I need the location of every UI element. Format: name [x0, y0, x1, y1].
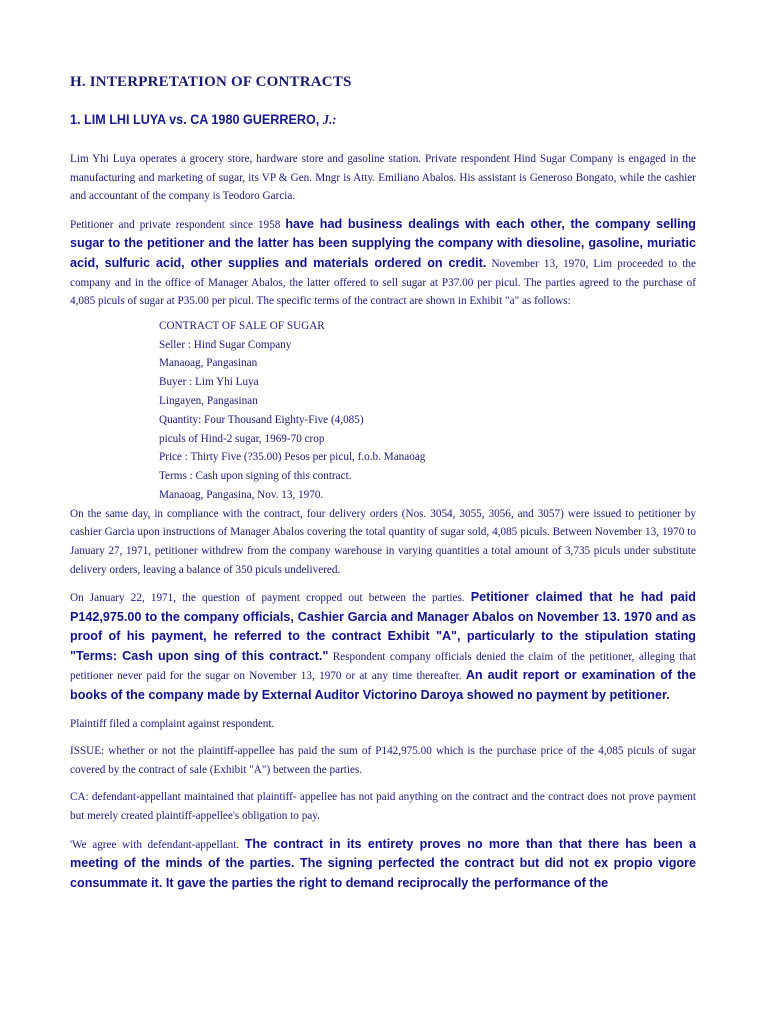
contract-line: Manaoag, Pangasinan	[159, 357, 258, 370]
ruling-emphasis: The contract in its entirety proves no more than that there has been a meeting of the minds of the parties. The signing perfected the contract but did not ex propio vigore consummate it. It gave the parties the right to demand reciprocally the performance of the	[70, 836, 696, 890]
dealings-emphasis: have had business dealings with each other, the company selling sugar to the petitioner and the latter has been supplying the company with diesoline, gasoline, muriatic acid, sulfuric acid, other supplies and materials ordered on credit.	[70, 216, 696, 270]
contract-line: CONTRACT OF SALE OF SUGAR	[159, 319, 325, 332]
paragraph-ca: CA: defendant-appellant maintained that plaintiff- appellee has not paid anything on the contract and the contract does not prove payment but merely created plaintiff-appellee's obligation to pay.	[70, 791, 696, 823]
dealings-rest: November 13, 1970, Lim proceeded to the company and in the office of Manager Abalos, the latter offered to sell sugar at P37.00 per picul. The parties agreed to the purchase of 4,085 piculs of sugar at P35.00 per picul. The specific terms of the contract are shown in Exhibit "a" as follows:	[70, 257, 696, 308]
dispute-intro: On January 22, 1971, the question of payment cropped out between the parties.	[70, 592, 471, 605]
paragraph-ruling	[70, 835, 696, 894]
paragraph-payment-dispute	[70, 588, 696, 706]
case-title-main: 1. LIM LHI LUYA vs. CA 1980 GUERRERO,	[70, 111, 323, 127]
paragraph-complaint: Plaintiff filed a complaint against respondent.	[70, 717, 275, 730]
dispute-audit: An audit report or examination of the books of the company made by External Auditor Victorino Daroya showed no payment by petitioner.	[70, 668, 696, 703]
paragraph-facts: Lim Yhi Luya operates a grocery store, hardware store and gasoline station. Private respondent Hind Sugar Company is engaged in the manufacturing and marketing of sugar, its VP & Gen. Mngr is Atty. Emiliano Abalos. His assistant is Generoso Bongato, while the cashier and accountant of the company is Teodoro Garcia.	[70, 153, 696, 203]
dispute-claim: Petitioner claimed that he had paid P142,975.00 to the company officials, Cashier Garcia and Manager Abalos on November 13. 1970 and as proof of his payment, he referred to the contract Exhibit "A", particularly to the stipulation stating "Terms: Cash upon sing of this contract."	[70, 590, 696, 663]
paragraph-dealings	[70, 215, 696, 311]
section-heading: H. INTERPRETATION OF CONTRACTS	[70, 74, 352, 90]
contract-line: piculs of Hind-2 sugar, 1969-70 crop	[159, 432, 325, 445]
contract-line: Price : Thirty Five (?35.00) Pesos per picul, f.o.b. Manaoag	[159, 451, 426, 464]
paragraph-issue: ISSUE: whether or not the plaintiff-appellee has paid the sum of P142,975.00 which is the purchase price of the 4,085 piculs of sugar covered by the contract of sale (Exhibit "A") between the parties.	[70, 745, 696, 776]
contract-line: Terms : Cash upon signing of this contract.	[159, 470, 352, 483]
contract-line: Lingayen, Pangasinan	[159, 394, 258, 407]
dealings-intro: Petitioner and private respondent since 1958	[70, 218, 286, 231]
paragraph-delivery: On the same day, in compliance with the contract, four delivery orders (Nos. 3054, 3055, 3056, and 3057) were issued to petitioner by cashier Garcia upon instructions of Manager Abalos covering the total quantity of sugar sold, 4,085 piculs. Between November 13, 1970 to January 27, 1971, petitioner withdrew from the company warehouse in varying quantities a total amount of 3,735 piculs under substitute delivery orders, leaving a balance of 350 piculs undelivered.	[70, 507, 696, 576]
ruling-intro: 'We agree with defendant-appellant.	[70, 838, 245, 851]
contract-line: Buyer : Lim Yhi Luya	[159, 376, 259, 389]
contract-line: Manaoag, Pangasina, Nov. 13, 1970.	[159, 488, 324, 501]
contract-block	[159, 317, 696, 505]
dispute-denial: Respondent company officials denied the claim of the petitioner, alleging that petitioner never paid for the sugar on November 13, 1970 or at any time thereafter.	[70, 650, 696, 683]
contract-line: Seller : Hind Sugar Company	[159, 338, 292, 351]
case-title-judge: J.:	[322, 113, 337, 128]
case-title	[70, 111, 336, 129]
body-text	[70, 150, 696, 902]
contract-line: Quantity: Four Thousand Eighty-Five (4,085)	[159, 413, 364, 426]
